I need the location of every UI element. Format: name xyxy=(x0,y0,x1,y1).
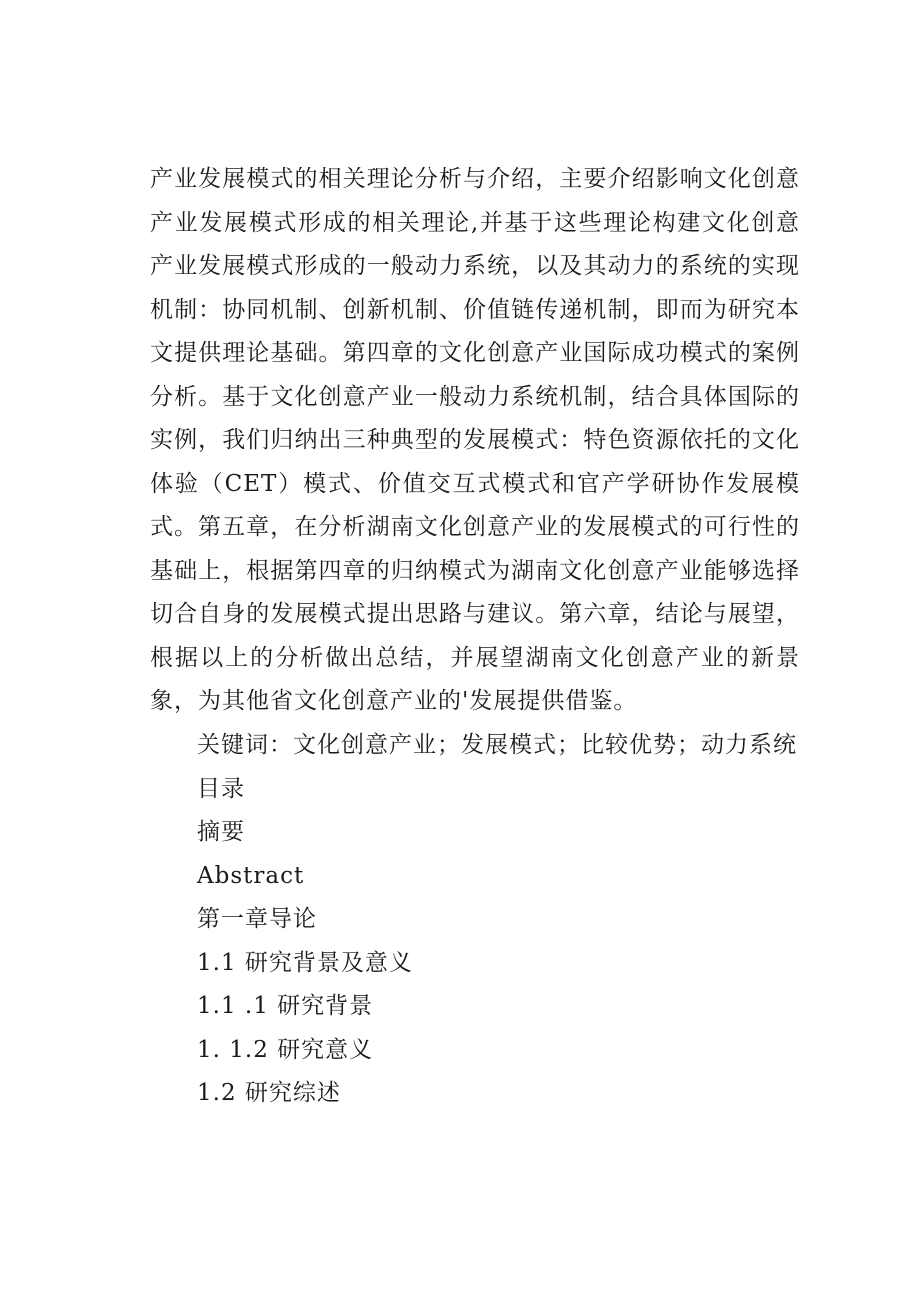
toc-item-1-1-2: 1. 1.2 研究意义 xyxy=(197,1036,374,1063)
keywords-line: 关键词：文化创意产业；发展模式；比较优势；动力系统 xyxy=(197,732,797,758)
body-paragraph-2: 第五章，在分析湖南文化创意产业的发展模式的可行性的基础上，根据第四章的归纳模式为湖南文化创意产业能够选择切合自身的发展模式提出思路与建议。第六章，结论与展望，根据以上的分析做出总结，并展望湖南文化创意产业的新景象，为其他省文化创意产业的'发展提供借鉴。 xyxy=(150,514,800,714)
toc-item-chapter-1: 第一章导论 xyxy=(197,906,317,932)
toc-item-1-1: 1.1 研究背景及意义 xyxy=(197,949,413,976)
toc-title: 目录 xyxy=(197,776,245,802)
toc-item-1-2: 1.2 研究综述 xyxy=(197,1080,341,1106)
body-paragraph-1: 产业发展模式的相关理论分析与介绍，主要介绍影响文化创意产业发展模式形成的相关理论,并基于这些理论构建文化创意产业发展模式形成的一般动力系统，以及其动力的系统的实现机制：协同机制、创新机制、价值链传递机制，即而为研究本文提供理论基础。第四章的文化创意产业国际成功模式的案例分析。基于文化创意产业一般动力系统机制，结合具体国际的实例，我们归纳出三种典型的发展模式：特色资源依托的文化体验（CET）模式、价值交互式模式和官产学研协作发展模式。 xyxy=(150,166,800,540)
table-of-contents xyxy=(197,811,413,1116)
toc-item-abstract-en: Abstract xyxy=(197,862,305,889)
toc-item-abstract-cn: 摘要 xyxy=(197,819,245,845)
toc-item-1-1-1: 1.1 .1 研究背景 xyxy=(197,993,374,1019)
